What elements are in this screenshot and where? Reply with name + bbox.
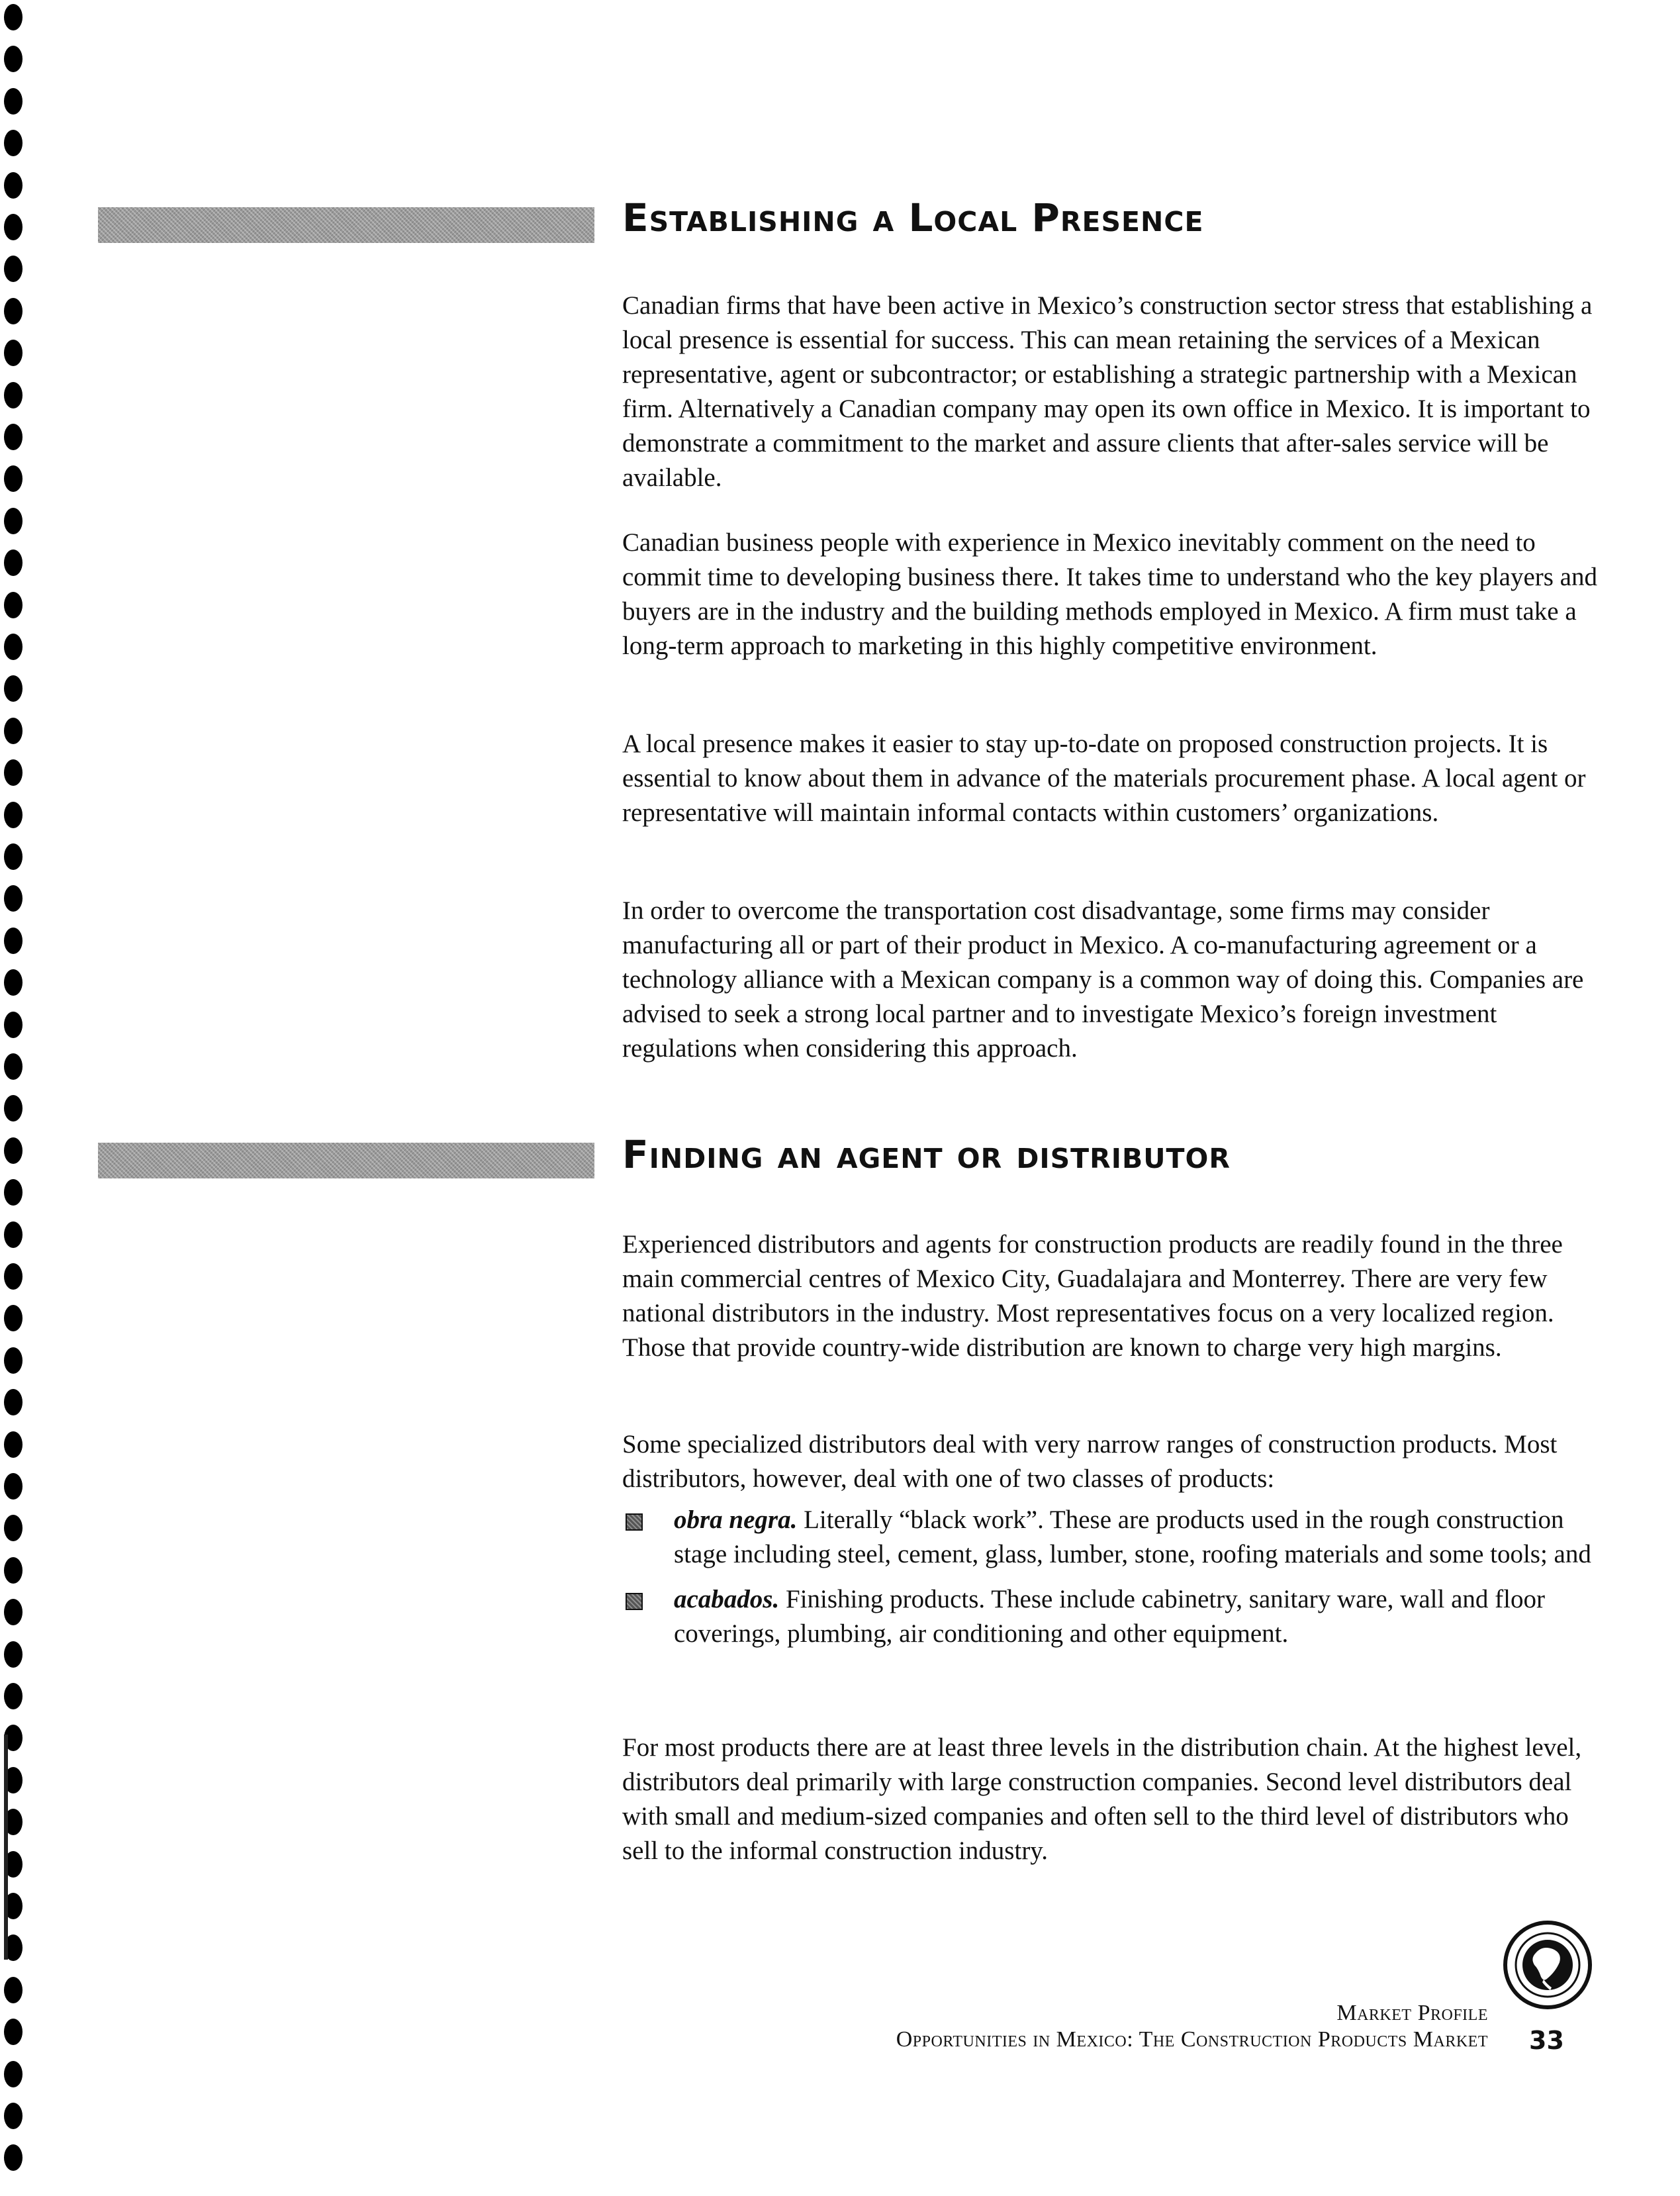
footer-series-title: Market Profile [1336, 2001, 1488, 2025]
binding-hole [4, 88, 23, 115]
binding-hole [4, 1347, 23, 1374]
paragraph: Canadian business people with experience in Mexico inevitably comment on the need to commit time to developing business there. It takes time to understand who the key players and buyers are in the industry and the building methods employed in Mexico. A firm must take a long-term approach to marketing in this highly competitive environment. [622, 528, 1597, 660]
binding-hole [4, 885, 23, 912]
binding-hole [4, 1473, 23, 1500]
binding-hole [4, 424, 23, 450]
binding-hole [4, 256, 23, 282]
binding-hole [4, 1012, 23, 1038]
binding-hole [4, 969, 23, 996]
section-body [622, 526, 1599, 663]
binding-hole [4, 1263, 23, 1290]
binding-hole [4, 214, 23, 240]
binding-hole [4, 592, 23, 618]
binder-edge [4, 1735, 8, 1960]
binding-hole [4, 2103, 23, 2129]
section-body [622, 1731, 1599, 1868]
binding-hole [4, 1137, 23, 1164]
binding-hole [4, 1221, 23, 1248]
binding-hole [4, 718, 23, 744]
section-header-bar [98, 207, 594, 243]
binding-hole [4, 340, 23, 366]
binding-hole [4, 1053, 23, 1080]
bullet-list [622, 1503, 1599, 1651]
list-item: obra negra. Literally “black work”. These are products used in the rough construction stage including steel, cement, glass, lumber, stone, roofing materials and some tools; and [622, 1503, 1599, 1572]
binding-hole [4, 172, 23, 199]
paragraph: In order to overcome the transportation cost disadvantage, some firms may consider manufacturing all or part of their product in Mexico. A co-manufacturing agreement or a technology alliance with a Mexican company is a common way of doing this. Companies are advised to seek a strong local partner and to investigate Mexico’s foreign investment regulations when considering this approach. [622, 896, 1584, 1063]
binding-hole [4, 549, 23, 576]
binding-hole [4, 1431, 23, 1458]
paragraph: Canadian firms that have been active in Mexico’s construction sector stress that establishing a local presence is essential for success. This can mean retaining the services of a Mexican representative, agent or subcontractor; or establishing a strategic partnership with a Mexican firm. Alternatively a Canadian company may open its own office in Mexico. It is important to demonstrate a commitment to the market and assure clients that after-sales service will be available. [622, 291, 1593, 492]
section-heading: Finding an agent or distributor [622, 1132, 1231, 1177]
footer-document-title: Opportunities in Mexico: The Construction Products Market [896, 2027, 1488, 2052]
binding-hole [4, 298, 23, 324]
binding-hole [4, 46, 23, 72]
binding-hole [4, 382, 23, 408]
paragraph: A local presence makes it easier to stay up-to-date on proposed construction projects. It is essential to know about them in advance of the materials procurement phase. A local agent or representative will maintain informal contacts within customers’ organizations. [622, 730, 1586, 827]
binding-hole [4, 1557, 23, 1584]
binding-hole [4, 465, 23, 492]
section-header-bar [98, 1143, 594, 1178]
binding-hole [4, 634, 23, 660]
section-body [622, 289, 1599, 495]
binding-hole [4, 1305, 23, 1331]
binding-hole [4, 843, 23, 870]
section-body [622, 1227, 1599, 1365]
binding-hole [4, 1683, 23, 1709]
binding-hole [4, 1515, 23, 1541]
binding-hole [4, 2144, 23, 2171]
binding-hole [4, 2061, 23, 2087]
section-heading: Establishing a Local Presence [622, 195, 1204, 240]
section-body [622, 894, 1599, 1066]
section-body [622, 1427, 1599, 1662]
paragraph: Some specialized distributors deal with very narrow ranges of construction products. Most distributors, however, deal with one of two classes of products: [622, 1430, 1558, 1493]
binding-hole [4, 1095, 23, 1122]
paragraph: For most products there are at least three levels in the distribution chain. At the highest level, distributors deal primarily with large construction companies. Second level distributors deal with small and medium-sized companies and often sell to the third level of distributors who sell to the informal construction industry. [622, 1733, 1582, 1865]
square-bullet-icon [626, 1593, 643, 1610]
binding-hole [4, 675, 23, 702]
binding-hole [4, 1389, 23, 1415]
binding-hole [4, 508, 23, 534]
section-body [622, 727, 1599, 830]
binding-hole [4, 759, 23, 786]
binding-hole [4, 802, 23, 828]
paragraph: Experienced distributors and agents for construction products are readily found in the three main commercial centres of Mexico City, Guadalajara and Monterrey. There are very few national distributors in the industry. Most representatives focus on a very localized region. Those that provide country-wide distribution are known to charge very high margins. [622, 1230, 1563, 1362]
square-bullet-icon [626, 1513, 643, 1531]
binding-hole [4, 130, 23, 156]
binding-hole [4, 928, 23, 954]
list-item: acabados. Finishing products. These include cabinetry, sanitary ware, wall and floor coverings, plumbing, air conditioning and other equipment. [622, 1582, 1599, 1651]
north-america-seal-icon [1501, 1919, 1594, 2011]
binding-hole [4, 1641, 23, 1668]
binding-hole [4, 1599, 23, 1625]
binding-hole [4, 1977, 23, 2003]
binding-hole [4, 4, 23, 30]
binding-hole [4, 1179, 23, 1206]
page-number: 33 [1529, 2026, 1564, 2055]
binding-hole [4, 2019, 23, 2045]
